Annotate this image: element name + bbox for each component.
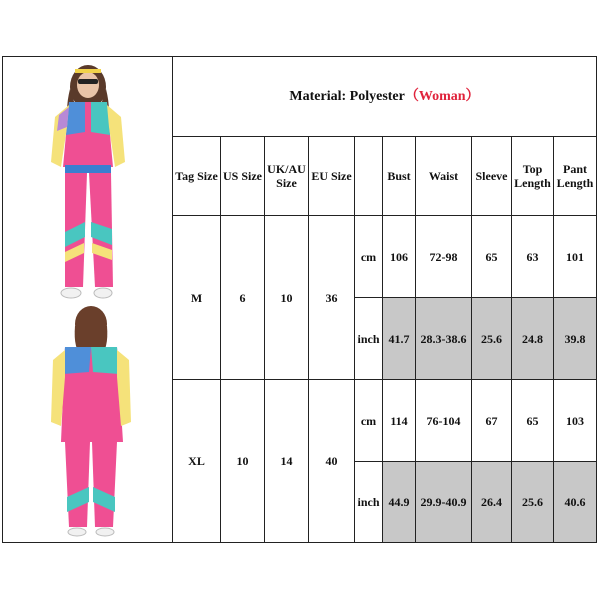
sleeve-inch-xl: 26.4 [472, 462, 512, 542]
product-photo-column [3, 57, 173, 542]
us-size-xl: 10 [221, 380, 265, 542]
sleeve-inch-m: 25.6 [472, 298, 512, 380]
top-length-inch-m: 24.8 [512, 298, 554, 380]
header-unit [355, 137, 383, 216]
waist-cm-m: 72-98 [416, 216, 472, 298]
eu-size-m: 36 [309, 216, 355, 380]
unit-inch-xl: inch [355, 462, 383, 542]
bust-inch-xl: 44.9 [383, 462, 416, 542]
waist-inch-m: 28.3-38.6 [416, 298, 472, 380]
unit-inch-m: inch [355, 298, 383, 380]
header-bust: Bust [383, 137, 416, 216]
us-size-m: 6 [221, 216, 265, 380]
waist-cm-xl: 76-104 [416, 380, 472, 462]
pant-length-cm-m: 101 [554, 216, 596, 298]
header-sleeve: Sleeve [472, 137, 512, 216]
tag-size-xl: XL [173, 380, 221, 542]
uk-au-size-xl: 14 [265, 380, 309, 542]
pant-length-inch-xl: 40.6 [554, 462, 596, 542]
unit-cm-m: cm [355, 216, 383, 298]
uk-au-size-m: 10 [265, 216, 309, 380]
top-length-cm-m: 63 [512, 216, 554, 298]
bust-cm-m: 106 [383, 216, 416, 298]
title-gender: （Woman） [404, 88, 480, 104]
pant-length-cm-xl: 103 [554, 380, 596, 462]
sleeve-cm-m: 65 [472, 216, 512, 298]
top-length-cm-xl: 65 [512, 380, 554, 462]
pant-length-inch-m: 39.8 [554, 298, 596, 380]
tag-size-m: M [173, 216, 221, 380]
title-material: Material: Polyester [289, 88, 405, 104]
header-pant-length: Pant Length [554, 137, 596, 216]
header-eu-size: EU Size [309, 137, 355, 216]
waist-inch-xl: 29.9-40.9 [416, 462, 472, 542]
model-front-image [3, 57, 173, 302]
table-title [173, 57, 596, 137]
size-table [173, 57, 596, 542]
header-uk-au-size: UK/AU Size [265, 137, 309, 216]
size-chart [2, 56, 597, 543]
bust-inch-m: 41.7 [383, 298, 416, 380]
header-top-length: Top Length [512, 137, 554, 216]
model-back-image [3, 302, 173, 542]
eu-size-xl: 40 [309, 380, 355, 542]
header-waist: Waist [416, 137, 472, 216]
header-tag-size: Tag Size [173, 137, 221, 216]
top-length-inch-xl: 25.6 [512, 462, 554, 542]
header-us-size: US Size [221, 137, 265, 216]
unit-cm-xl: cm [355, 380, 383, 462]
bust-cm-xl: 114 [383, 380, 416, 462]
sleeve-cm-xl: 67 [472, 380, 512, 462]
